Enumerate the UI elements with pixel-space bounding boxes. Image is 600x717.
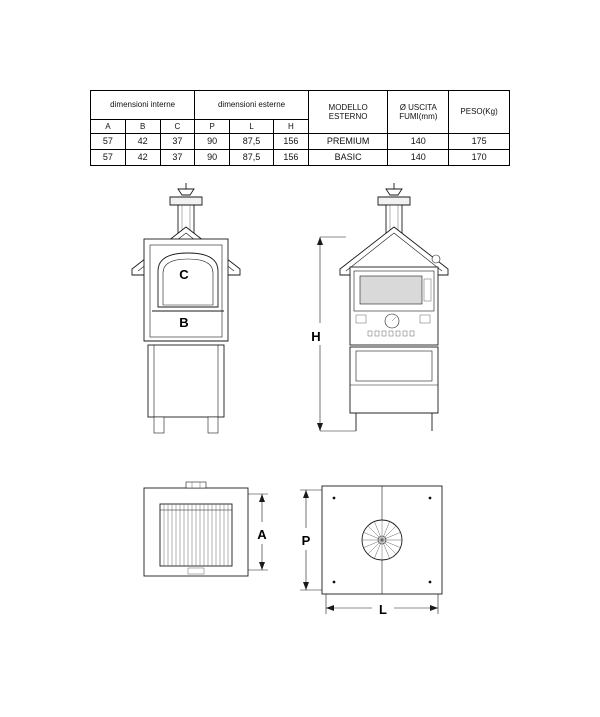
- control-knob: [420, 315, 430, 323]
- flue-connector: [186, 482, 206, 488]
- oven-door-glass: [360, 276, 422, 304]
- cell-C: 37: [160, 134, 195, 150]
- specification-table: [90, 90, 510, 166]
- label-total-height-H: H: [311, 329, 321, 344]
- base-cabinet: [148, 345, 224, 417]
- cell-peso: 170: [449, 150, 510, 166]
- cell-modello: BASIC: [308, 150, 388, 166]
- cell-C: 37: [160, 150, 195, 166]
- cell-A: 57: [91, 134, 126, 150]
- header-A: A: [91, 120, 126, 134]
- header-uscita-fumi: Ø USCITA FUMI(mm): [388, 91, 449, 134]
- label-depth-P: P: [301, 533, 311, 548]
- cell-A: 57: [91, 150, 126, 166]
- table-row: [91, 150, 510, 166]
- header-dimensioni-interne: dimensioni interne: [91, 91, 195, 120]
- flue-radial-hatching: [362, 520, 402, 560]
- roof-vent-knob: [432, 255, 440, 263]
- corner-marker: [333, 497, 336, 500]
- header-L: L: [230, 120, 274, 134]
- dimension-arrow-bottom: [303, 582, 309, 590]
- leg-left: [154, 417, 164, 433]
- chimney-cap: [178, 189, 194, 195]
- brand-mark: [368, 331, 414, 336]
- corner-marker: [429, 581, 432, 584]
- oven-door-handle: [424, 279, 431, 301]
- cell-uscita-fumi: 140: [388, 134, 449, 150]
- cell-peso: 175: [449, 134, 510, 150]
- dimension-arrow-top: [317, 237, 323, 245]
- cell-L: 87,5: [230, 134, 274, 150]
- header-H: H: [274, 120, 309, 134]
- label-inner-width-B: B: [179, 315, 189, 330]
- chimney-cap: [386, 189, 402, 195]
- chimney-hood: [378, 197, 410, 205]
- side-elevation-schematic: [296, 175, 506, 465]
- cell-H: 156: [274, 134, 309, 150]
- cell-P: 90: [195, 150, 230, 166]
- dimension-arrow-bottom: [259, 562, 265, 570]
- cell-B: 42: [125, 134, 160, 150]
- dimension-arrow-right: [430, 605, 438, 611]
- label-width-L: L: [379, 602, 387, 617]
- cell-P: 90: [195, 134, 230, 150]
- table-row: [91, 134, 510, 150]
- header-dimensioni-esterne: dimensioni esterne: [195, 91, 309, 120]
- top-plan-schematic: [126, 478, 276, 598]
- header-C: C: [160, 120, 195, 134]
- cell-L: 87,5: [230, 150, 274, 166]
- specification-table-container: [90, 90, 510, 166]
- storage-opening: [356, 351, 432, 381]
- dimension-arrow-top: [303, 490, 309, 498]
- label-inner-height-C: C: [179, 267, 189, 282]
- table-group-header-row: [91, 91, 510, 120]
- chimney-hood: [170, 197, 202, 205]
- leg-right: [208, 417, 218, 433]
- rear-foot: [188, 568, 204, 574]
- dimension-arrow-left: [326, 605, 334, 611]
- front-elevation-schematic: [118, 175, 321, 465]
- cell-B: 42: [125, 150, 160, 166]
- header-modello-esterno: MODELLO ESTERNO: [308, 91, 388, 134]
- dimension-arrow-bottom: [317, 423, 323, 431]
- control-knob: [356, 315, 366, 323]
- header-B: B: [125, 120, 160, 134]
- header-peso: PESO(Kg): [449, 91, 510, 134]
- cell-H: 156: [274, 150, 309, 166]
- header-P: P: [195, 120, 230, 134]
- cell-modello: PREMIUM: [308, 134, 388, 150]
- corner-marker: [429, 497, 432, 500]
- dimension-arrow-top: [259, 494, 265, 502]
- label-depth-A: A: [257, 527, 267, 542]
- corner-marker: [333, 581, 336, 584]
- cell-uscita-fumi: 140: [388, 150, 449, 166]
- roof-plan-schematic: [290, 478, 490, 618]
